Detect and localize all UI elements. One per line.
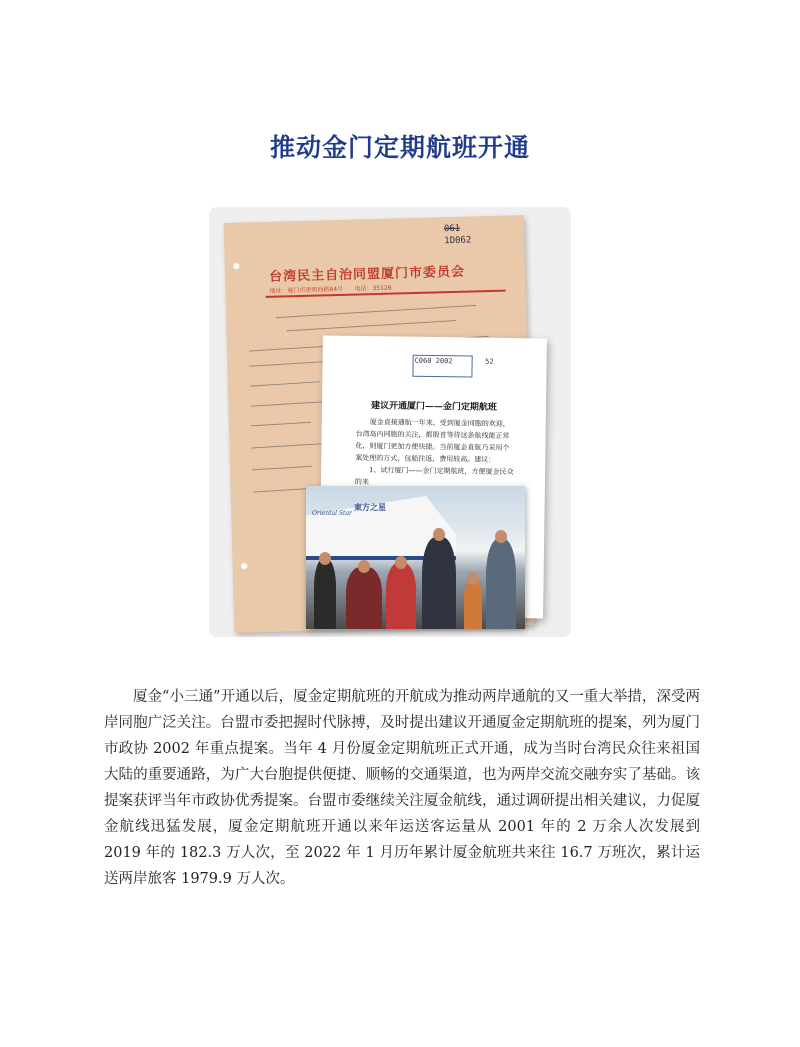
punch-hole — [241, 562, 248, 569]
handwriting-line — [249, 361, 329, 367]
proposal-paragraph-2: 1、试行厦门——金门定期航班，方便厦金民众的来 — [354, 466, 514, 487]
ship-brand: Oriental Star — [312, 510, 352, 517]
passenger — [486, 539, 516, 629]
handwriting-line — [251, 422, 311, 427]
stamp-bottom: 1D062 — [444, 235, 472, 247]
figure-collage — [209, 207, 571, 637]
handwriting-line — [252, 466, 312, 471]
handwriting-line — [250, 401, 330, 407]
passenger — [386, 563, 416, 629]
passenger — [464, 579, 482, 629]
letter-organization: 台湾民主自治同盟厦门市委员会 — [268, 264, 466, 285]
passenger-head — [319, 552, 331, 565]
passenger-head — [358, 560, 370, 573]
passenger — [346, 567, 382, 629]
letter-address: 地址：厦门市思明西路64号 — [269, 285, 344, 295]
page-title: 推动金门定期航班开通 — [269, 133, 530, 162]
proposal-heading: 建议开通厦门——金门定期航班 — [370, 401, 498, 413]
ferry-passengers-photo — [306, 486, 525, 629]
punch-hole — [233, 263, 240, 270]
proposal-code: C060 2002 — [414, 356, 453, 366]
passenger — [314, 559, 336, 629]
proposal-code-box — [412, 355, 494, 378]
proposal-text — [355, 416, 516, 490]
proposal-code-number: 52 — [485, 357, 494, 366]
letter-stamp — [444, 222, 505, 252]
stamp-top: 061 — [443, 223, 461, 235]
passenger — [422, 537, 456, 629]
ship-name: 東方之星 — [354, 503, 386, 512]
body-paragraph: 厦金“小三通”开通以后，厦金定期航班的开航成为推动两岸通航的又一重大举措，深受两岸同胞广泛关注。台盟市委把握时代脉搏，及时提出建议开通厦金定期航班的提案，列为厦门市政协 2002 年重点提案。当年 4 月份厦金定期航班正式开通，成为当时台湾民众往来祖国大陆的重要通路，为广大台胞提供便捷、顺畅的交通渠道，也为两岸交流交融夯实了基础。该提案获评当年市政协优秀提案。台盟市委继续关注厦金航线，通过调研提出相关建议，力促厦金航线迅猛发展，厦金定期航班开通以来年运送客运量从 2001 年的 2 万余人次发展到 2019 年的 182.3 万人次，至 2022 年 1 月历年累计厦金航班共来往 16.7 万班次，累计运送两岸旅客 1979.9 万人次。 — [104, 689, 700, 887]
passenger-head — [467, 572, 479, 585]
handwriting-line — [276, 305, 476, 318]
passenger-head — [395, 556, 407, 569]
letter-phone: 电话：35126 — [354, 284, 392, 293]
passenger-head — [495, 530, 507, 543]
handwriting-line — [252, 443, 322, 448]
handwriting-line — [287, 320, 457, 331]
passenger-head — [433, 528, 445, 541]
proposal-paragraph-1: 厦金直接通航一年来，受到厦金同胞的欢迎，台湾岛内同胞的关注，都殷首等待这条航线能正常化，则厦门更加方便快捷。当前厦金直航乃采用个案处理的方式，包船往返，费用较高。建议： — [355, 418, 510, 464]
handwriting-line — [250, 381, 320, 386]
